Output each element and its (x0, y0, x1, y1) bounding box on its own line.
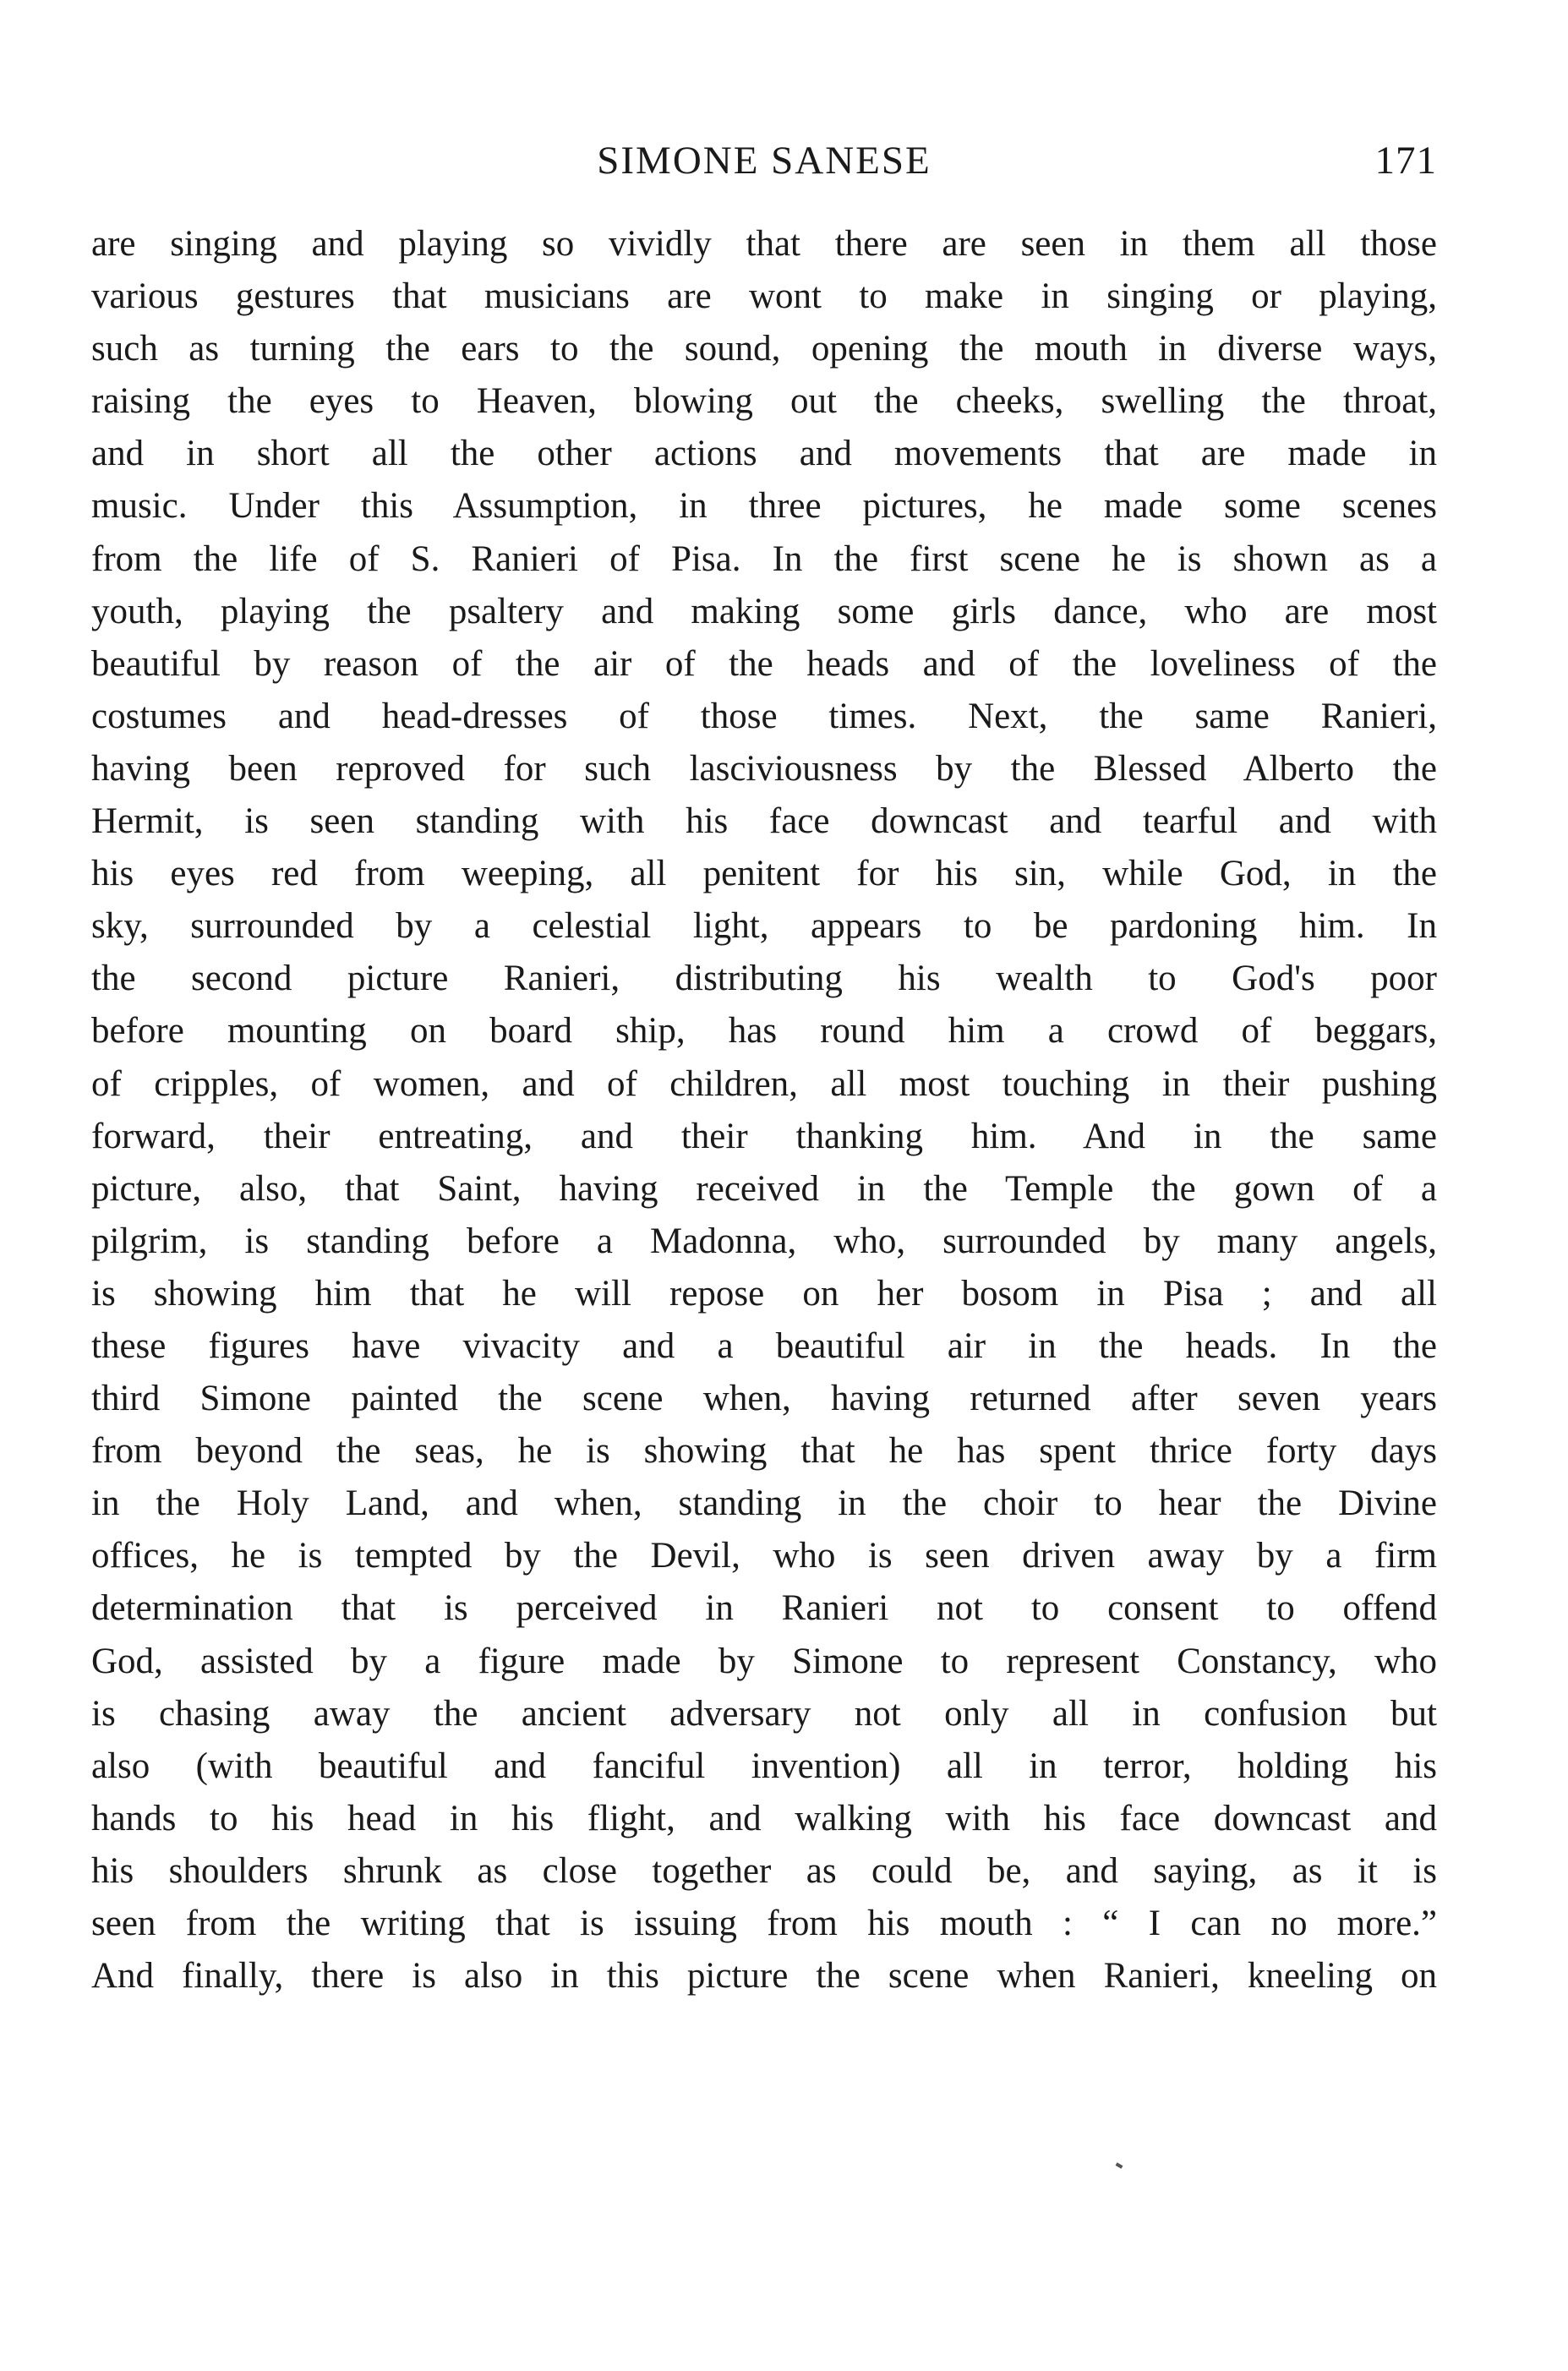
text-line: such as turning the ears to the sound, opening the mouth in diverse ways, (91, 329, 1437, 369)
text-line: God, assisted by a figure made by Simone to represent Constancy, who (91, 1641, 1437, 1681)
text-line: determination that is perceived in Ranieri not to consent to offend (91, 1588, 1437, 1629)
text-line: are singing and playing so vividly that there are seen in them all those (91, 224, 1437, 264)
text-line: his eyes red from weeping, all penitent for his sin, while God, in the (91, 854, 1437, 894)
running-title: SIMONE SANESE (597, 139, 932, 183)
text-line: from beyond the seas, he is showing that he has spent thrice forty days (91, 1431, 1437, 1472)
text-line: is showing him that he will repose on her bosom in Pisa ; and all (91, 1273, 1437, 1314)
body-text (91, 218, 1437, 2002)
text-line: forward, their entreating, and their thanking him. And in the same (91, 1116, 1437, 1156)
text-line: the second picture Ranieri, distributing his wealth to God's poor (91, 959, 1437, 999)
text-line: offices, he is tempted by the Devil, who is seen driven away by a firm (91, 1536, 1437, 1576)
text-line: beautiful by reason of the air of the heads and of the loveliness of the (91, 643, 1437, 684)
stray-ink-mark (1116, 2162, 1123, 2168)
text-line: his shoulders shrunk as close together as could be, and saying, as it is (91, 1850, 1437, 1891)
text-line: third Simone painted the scene when, having returned after seven years (91, 1379, 1437, 1419)
text-line: is chasing away the ancient adversary not only all in confusion but (91, 1693, 1437, 1734)
text-line: before mounting on board ship, has round him a crowd of beggars, (91, 1011, 1437, 1052)
text-line: picture, also, that Saint, having received in the Temple the gown of a (91, 1168, 1437, 1209)
text-line: in the Holy Land, and when, standing in the choir to hear the Divine (91, 1483, 1437, 1524)
text-line: music. Under this Assumption, in three pictures, he made some scenes (91, 486, 1437, 527)
text-line: seen from the writing that is issuing from his mouth : “ I can no more.” (91, 1904, 1437, 1943)
text-line: having been reproved for such lasciviousness by the Blessed Alberto the (91, 748, 1437, 789)
text-line: from the life of S. Ranieri of Pisa. In the first scene he is shown as a (91, 538, 1437, 579)
page-number: 171 (1374, 139, 1437, 183)
text-line: raising the eyes to Heaven, blowing out the cheeks, swelling the throat, (91, 381, 1437, 422)
text-line: sky, surrounded by a celestial light, appears to be pardoning him. In (91, 906, 1437, 947)
text-line: And finally, there is also in this picture the scene when Ranieri, kneeling on (91, 1956, 1437, 1997)
text-line: also (with beautiful and fanciful invention) all in terror, holding his (91, 1745, 1437, 1786)
text-line: Hermit, is seen standing with his face downcast and tearful and with (91, 801, 1437, 842)
text-line: hands to his head in his flight, and walking with his face downcast and (91, 1798, 1437, 1838)
text-line: and in short all the other actions and movements that are made in (91, 434, 1437, 474)
text-line: youth, playing the psaltery and making some girls dance, who are most (91, 591, 1437, 631)
text-line: costumes and head-dresses of those times. Next, the same Ranieri, (91, 696, 1437, 736)
running-head (91, 127, 1437, 194)
text-line: of cripples, of women, and of children, all most touching in their pushing (91, 1063, 1437, 1104)
text-line: these figures have vivacity and a beautiful air in the heads. In the (91, 1325, 1437, 1366)
text-line: various gestures that musicians are wont to make in singing or playing, (91, 276, 1437, 317)
text-line: pilgrim, is standing before a Madonna, who, surrounded by many angels, (91, 1221, 1437, 1261)
